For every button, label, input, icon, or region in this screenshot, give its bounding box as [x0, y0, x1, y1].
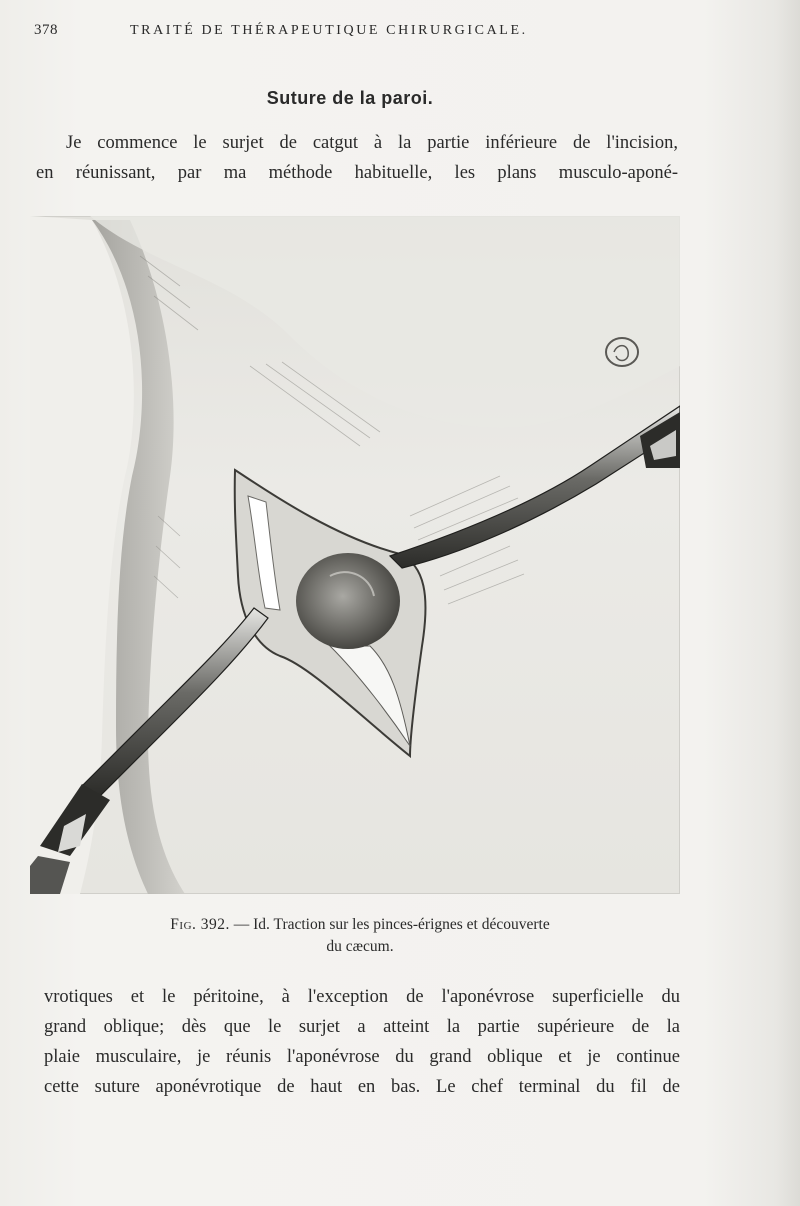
page-number: 378	[34, 22, 58, 38]
paragraph-line: plaie musculaire, je réunis l'aponévrose du grand oblique et je continue	[44, 1047, 680, 1067]
paragraph-line: Je commence le surjet de catgut à la partie inférieure de l'incision,	[66, 133, 678, 153]
paragraph-line: vrotiques et le péritoine, à l'exception de l'aponévrose superficielle du	[44, 987, 680, 1007]
caption-text: — Id. Traction sur les pinces-érignes et découverte	[229, 916, 550, 933]
surgical-illustration	[30, 216, 680, 894]
lower-retractor	[82, 608, 268, 796]
upper-retractor	[390, 406, 680, 568]
figure-caption	[40, 914, 680, 958]
section-title: Suture de la paroi.	[266, 88, 434, 108]
upper-skin-shading	[90, 216, 680, 428]
paragraph-2	[44, 982, 680, 1102]
paragraph-line: en réunissant, par ma méthode habituelle, les plans musculo-aponé-	[36, 163, 678, 183]
illustration-drawing	[30, 216, 680, 894]
figure-label: Fig. 392.	[170, 916, 230, 933]
paragraph-line: grand oblique; dès que le surjet a atteint la partie supérieure de la	[44, 1017, 680, 1037]
caption-text-2: du cæcum.	[326, 938, 394, 955]
cecum	[296, 553, 400, 649]
running-head	[34, 22, 700, 46]
paragraph-1	[36, 128, 678, 188]
paragraph-line: cette suture aponévrotique de haut en bas. Le chef terminal du fil de	[44, 1077, 680, 1097]
running-title: TRAITÉ DE THÉRAPEUTIQUE CHIRURGICALE.	[130, 23, 528, 38]
